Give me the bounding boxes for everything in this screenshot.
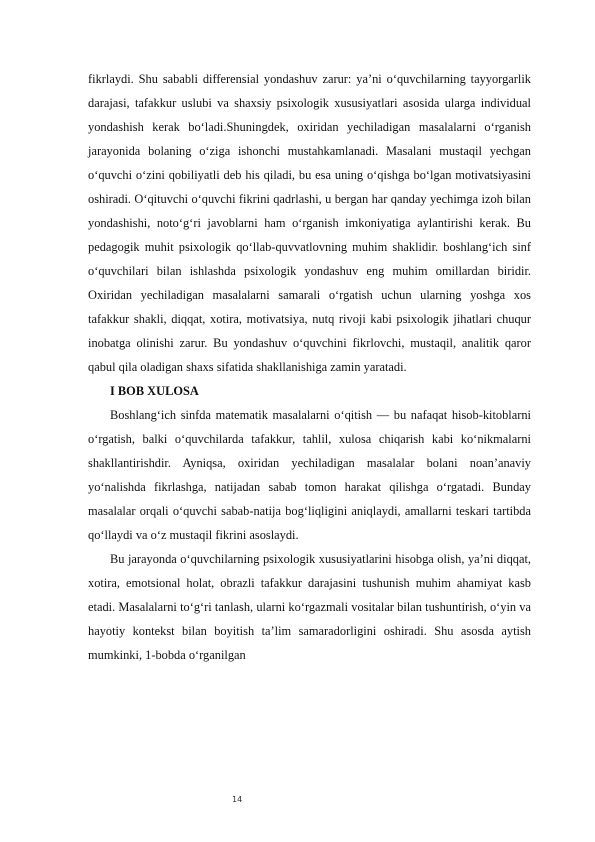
paragraph-conclusion-2: Bu jarayonda o‘quvchilarning psixologik xususiyatlarini hisobga olish, ya’ni diqqat, xotira, emotsional holat, obrazli tafakkur darajasini tushunish muhim ahamiyat kasb etadi. Masalalarni to‘g‘ri tanlash, ularni ko‘rgazmali vositalar bilan tushuntirish, o‘yin va hayotiy kontekst bilan boyitish ta’lim samaradorligini oshiradi. Shu asosda aytish mumkinki, 1-bobda o‘rganilgan (88, 552, 531, 662)
paragraph-continuation: fikrlaydi. Shu sababli differensial yondashuv zarur: ya’ni o‘quvchilarning tayyorgarlik darajasi, tafakkur uslubi va shaxsiy psixologik xususiyatlari asosida ularga individual yondashish kerak bo‘ladi.Shuningdek, oxiridan yechiladigan masalalarni o‘rganish jarayonida bolaning o‘ziga ishonchi mustahkamlanadi. Masalani mustaqil yechgan o‘quvchi o‘zini qobiliyatli deb his qiladi, bu esa uning o‘qishga bo‘lgan motivatsiyasini oshiradi. O‘qituvchi o‘quvchi fikrini qadrlashi, u bergan har qanday yechimga izoh bilan yondashishi, noto‘g‘ri javoblarni ham o‘rganish imkoniyatiga aylantirishi kerak. Bu pedagogik muhit psixologik qo‘llab-quvvatlovning muhim shaklidir. boshlang‘ich sinf o‘quvchilari bilan ishlashda psixologik yondashuv eng muhim omillardan biridir. Oxiridan yechiladigan masalalarni samarali o‘rgatish uchun ularning yoshga xos tafakkur shakli, diqqat, xotira, motivatsiya, nutq rivoji kabi psixologik jihatlari chuqur inobatga olinishi zarur. Bu yondashuv o‘quvchini fikrlovchi, mustaqil, analitik qaror qabul qila oladigan shaxs sifatida shakllanishiga zamin yaratadi. (88, 72, 531, 374)
body-text (88, 67, 531, 667)
section-heading: I BOB XULOSA (110, 384, 199, 398)
paragraph-conclusion-1: Boshlang‘ich sinfda matematik masalalarni o‘qitish — bu nafaqat hisob-kitoblarni o‘rgatish, balki o‘quvchilarda tafakkur, tahlil, xulosa chiqarish kabi ko‘nikmalarni shakllantirishdir. Ayniqsa, oxiridan yechiladigan masalalar bolani noan’anaviy yo‘nalishda fikrlashga, natijadan sabab tomon harakat qilishga o‘rgatadi. Bunday masalalar orqali o‘quvchi sabab-natija bog‘liqligini aniqlaydi, amallarni teskari tartibda qo‘llaydi va o‘z mustaqil fikrini asoslaydi. (88, 408, 531, 542)
page-number: 14 (232, 795, 243, 804)
